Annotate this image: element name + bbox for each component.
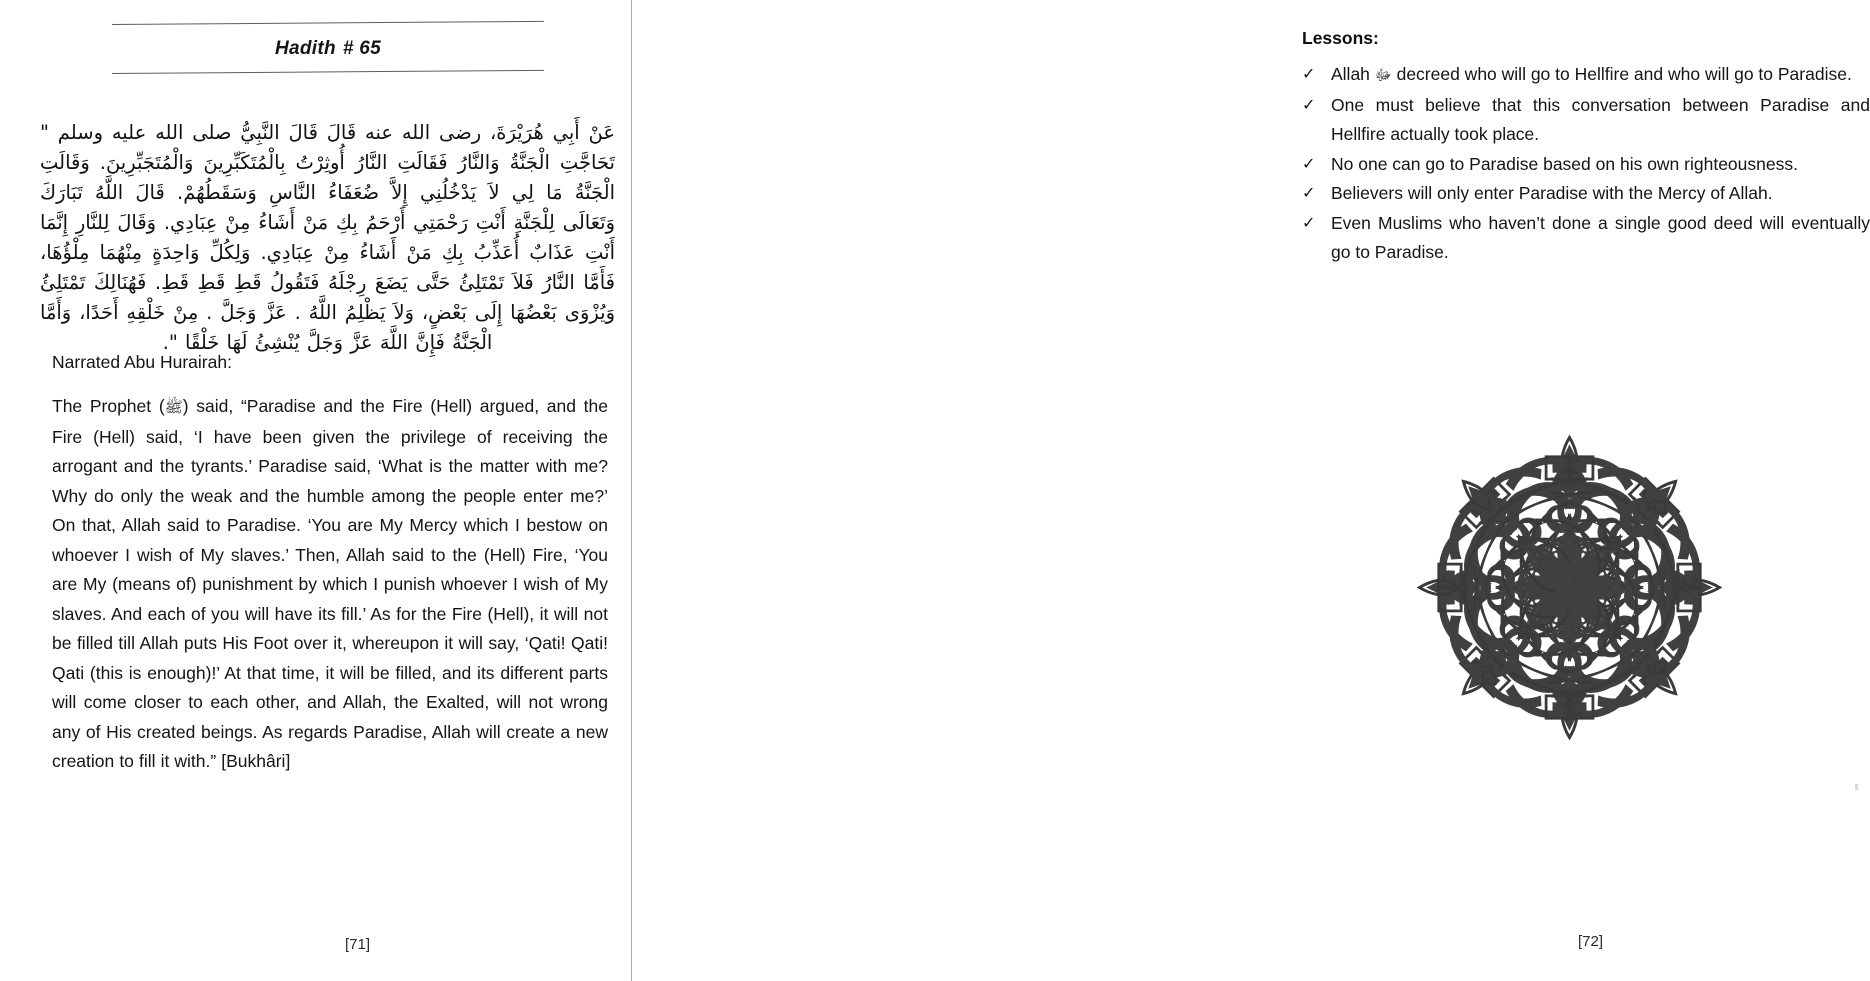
checkmark-icon: ✓ bbox=[1302, 214, 1316, 232]
list-item bbox=[1300, 209, 1870, 268]
lesson-text: decreed who will go to Hellfire and who will go to Paradise. bbox=[1391, 64, 1852, 84]
hadith-title-prefix: Hadith bbox=[274, 38, 336, 59]
list-item bbox=[1300, 60, 1870, 91]
lesson-text-prefix: Allah bbox=[1331, 64, 1375, 84]
lesson-text: No one can go to Paradise based on his own righteousness. bbox=[1331, 153, 1798, 174]
narrator-label: Narrated Abu Hurairah: bbox=[52, 352, 232, 372]
arabic-hadith-text: عَنْ أَبِي هُرَيْرَةَ، رضى الله عنه قَالَ قَالَ النَّبِيُّ صلى الله عليه وسلم " تَحَاجَّتِ الْجَنَّةُ وَالنَّارُ فَقَالَتِ النَّارُ أُوثِرْتُ بِالْمُتَكَبِّرِينَ وَالْمُتَجَبِّرِينَ. وَقَالَتِ الْجَنَّةُ مَا لِي لاَ يَدْخُلُنِي إِلاَّ ضُعَفَاءُ النَّاسِ وَسَقَطُهُمْ. قَالَ اللَّهُ تَبَارَكَ وَتَعَالَى لِلْجَنَّةِ أَنْتِ رَحْمَتِي أَرْحَمُ بِكِ مَنْ أَشَاءُ مِنْ عِبَادِي. وَقَالَ لِلنَّارِ إِنَّمَا أَنْتِ عَذَابٌ أُعَذِّبُ بِكِ مَنْ أَشَاءُ مِنْ عِبَادِي. وَلِكُلِّ وَاحِدَةٍ مِنْهُمَا مِلْؤُهَا، فَأَمَّا النَّارُ فَلاَ تَمْتَلِئُ حَتَّى يَضَعَ رِجْلَهُ فَتَقُولُ قَطِ قَطِ قَطِ. فَهُنَالِكَ تَمْتَلِئُ وَيُزْوَى بَعْضُهَا إِلَى بَعْضٍ، وَلاَ يَظْلِمُ اللَّهُ . عَزَّ وَجَلَّ . مِنْ خَلْقِهِ أَحَدًا، وَأَمَّا الْجَنَّةُ فَإِنَّ اللَّهَ عَزَّ وَجَلَّ يُنْشِئُ لَهَا خَلْقًا ". bbox=[40, 121, 615, 354]
lessons-list bbox=[1300, 60, 1870, 268]
list-item bbox=[1300, 179, 1870, 209]
hadith-title-number: # 65 bbox=[342, 38, 382, 59]
hadith-translation-text bbox=[52, 392, 608, 777]
jalla-jalaaluhu-icon: ﷻ bbox=[1374, 66, 1392, 84]
right-page bbox=[632, 0, 1870, 981]
lesson-text: Even Muslims who haven’t done a single good deed will eventually go to Paradise. bbox=[1331, 212, 1870, 262]
lesson-text: One must believe that this conversation between Paradise and Hellfire actually took place. bbox=[1331, 94, 1870, 144]
page-number-left: [71] bbox=[345, 936, 371, 953]
hadith-header bbox=[112, 24, 544, 74]
list-item bbox=[1300, 91, 1870, 150]
page-title bbox=[112, 25, 544, 73]
left-page bbox=[0, 0, 631, 981]
sallallahu-alayhi-wasallam-icon: ﷺ bbox=[164, 398, 183, 416]
translation-body: ) said, “Paradise and the Fire (Hell) argued, and the Fire (Hell) said, ‘I have been given the privilege of receiving the arrogant and the tyrants.’ Paradise said, ‘What is the matter with me? Why do only the weak and the humble among the people enter me?’ On that, Allah said to Paradise. ‘You are My Mercy which I bestow on whoever I wish of My slaves.’ Then, Allah said to the (Hell) Fire, ‘You are My (means of) punishment by which I punish whoever I wish of My slaves. And each of you will have its fill.’ As for the Fire (Hell), it will not be filled till Allah puts His Foot over it, whereupon it will say, ‘Qati! Qati! Qati (this is enough)!’ At that time, it will be filled, and its different parts will come closer to each other, and Allah, the Exalted, will not wrong any of His created beings. As regards Paradise, Allah will create a new creation to fill it with.” [Bukhâri] bbox=[52, 396, 608, 771]
lesson-text: Believers will only enter Paradise with the Mercy of Allah. bbox=[1331, 183, 1773, 203]
list-item bbox=[1300, 150, 1870, 180]
checkmark-icon: ✓ bbox=[1302, 66, 1316, 83]
checkmark-icon: ✓ bbox=[1302, 96, 1316, 114]
checkmark-icon: ✓ bbox=[1302, 155, 1316, 173]
page-number-right: [72] bbox=[1578, 933, 1604, 950]
checkmark-icon: ✓ bbox=[1302, 185, 1316, 202]
arabesque-medallion-icon bbox=[1397, 415, 1742, 760]
lessons-heading: Lessons: bbox=[1302, 28, 1379, 48]
scan-artifact bbox=[1855, 784, 1858, 790]
translation-opening: The Prophet ( bbox=[52, 396, 165, 416]
